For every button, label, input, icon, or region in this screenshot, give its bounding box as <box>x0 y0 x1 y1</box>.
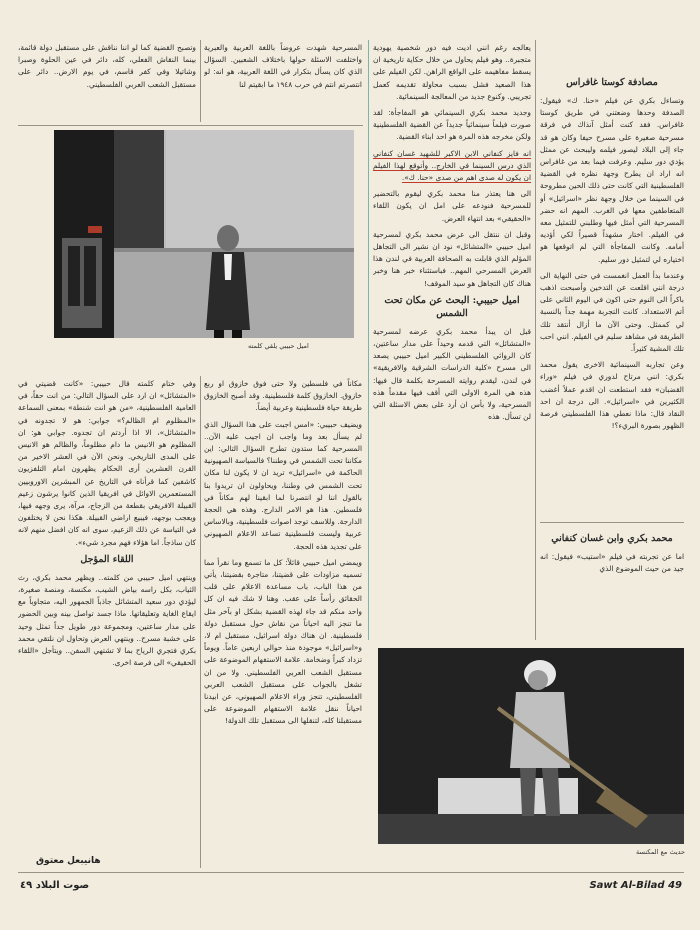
paragraph: المسرحية شهدت عروضاً باللغة العربية والعبرية واختلفت الاسئلة حولها باختلاف الشعبين. السؤال الذي كان يسأل بتكرار في اللغة العربية، هو انه: لو انتصرتم انتم في حرب ١٩٤٨ ما ابقيتم لنا <box>204 43 362 89</box>
underlined-text: انه فايز كنفاني الابن الاكبر للشهيد غسان كنفاني الذي درس السينما في الخارج.. وأتوقع لهذا الفيلم ان يكون له صدى اهم من صدى «حنا. ك». <box>373 148 531 183</box>
photo-illustration <box>54 130 354 338</box>
paragraph: ويضيف حبيبي: «امس اجبت على هذا السؤال الذي لم يسأل بعد وما واجب ان اجيب عليه الآن.. المسرحية كما ستدون تطرح السؤال التالي: اين مكاننا تحت الشمس في وطننا؟ فالسياسة الصهيونية الحاكمة في «اسرائيل» تريد ان لا يكون لنا مكان تحت الشمس في وطننا، ويحاولون ان تريدوا بنا بالقول اننا لو انتصرنا لما ابقينا لهم مكاناً في فلسطين. هذا هو الامر الدارج. وهذه هي الحجة الدارجة. وللاسف توجد اصوات فلسطينية، وبالاساس عربية وليست فلسطينية تساعد الاعلام الصهيوني على تجديد هذه الحجة. <box>204 419 362 551</box>
column-divider <box>200 40 201 122</box>
section-divider <box>540 522 684 523</box>
paragraph: الى هنا يعتذر منا محمد بكري ليقوم بالتحضير للمسرحية فنودعه على امل ان يكون اللقاء «الحقيقي» بعد انتهاء العرض. <box>373 189 531 223</box>
author-name: هانيبعل معتوق <box>36 856 101 866</box>
paragraph: وعندما بدأ العمل انغمست في حتى النهاية الى درجة انني اقلعت عن التدخين وأصبحت اذهب باكراً الى النوم حتى اكون في اليوم الثاني على أتم الاستعداد. كانت التجربة مهمة جداً بالنسبة لي كممثل. وحتى الآن ما أزال أنتقد تلك الطريقة في مشاهد سليم في الفيلم. انني احب تلك المشية كثيراً. <box>540 270 684 354</box>
photo-broom-scene <box>378 648 684 844</box>
paragraph: قبل ان يبدأ محمد بكري عرضه لمسرحية «المتشائل» التي قدمه وحيداً على مدار ساعتين، كان الروائي الفلسطيني الكبير اميل حبيبي يصعد الى مسرح «كلية الدراسات الشرقية والافريقية» في لندن، ليقدم روايته المسرحة بكلمة قال فيها: هذه هي المرة الاولى التي أقف فيها مقدماً هذه المسرحية، ولا بأس ان أرد على بعض الاسئلة التي لن تسأل. هذه <box>373 326 531 422</box>
section-divider <box>18 125 363 126</box>
paragraph: وقبل ان ننتقل الى عرض محمد بكري لمسرحية اميل حبيبي «المتشائل» نود ان نشير الى التجاهل المؤلم الذي قابلت به الصحافة العربية في لندن هذا العرض المسرحي المهم.. فباستثناء خبر هنا وخبر هناك كان التجاهل هو سيد الموقف! <box>373 229 531 288</box>
page-footer-arabic: صوت البلاد ٤٩ <box>20 880 90 891</box>
section-heading-postponed-meeting: اللقاء المؤجل <box>80 553 134 565</box>
column-divider <box>368 40 369 640</box>
paragraph: يعالجه رغم انني اديت فيه دور شخصية يهودية متجبرة.. وهو فيلم يحاول من خلال حكاية تاريخية ان يسقط مفاهيمه على الواقع الراهن. لكن الفيلم على هذا الصعيد فشل بسبب محاولة تقديمه كعمل تجريبي. وكنوع جديد من المعالجة السينمائية. <box>373 43 531 101</box>
caption-bottom-photo: حديث مع المكنسة <box>636 848 686 856</box>
column-4-upper <box>18 42 196 120</box>
page-footer-latin: Sawt Al-Bilad 49 <box>589 880 682 891</box>
paragraph: وفي ختام كلمته قال حبيبي: «كانت قضيتي في «المتشائل» ان ارد على السؤال التالي: من انت حقاً، في العامية الفلسطينية، «من هو انت شنطة» بمعنى السماعة «المظلوم ام الظالم؟» جوابي: هو لا تجدونه في «المتشائل»، الا اذا أردتم ان تجدوه. جوابي هو: ان المظلوم هو الانيس ما دام مظلوماً، والظالم هو الانيس على المدى التاريخي. ونحن الآن في العشر الاخير من القرن العشرين أرى الحكام يظهرون امام التلفزيون كاشفين كما قرأناه في التاريخ عن المبشرين الاوروبيين المستعمرين الاوائل في افريقيا الذين كانوا يرشون زعيم القبيلة الافريقي بقطعة من الزجاج، مرآة، يرى وجهه فيها، ويعجب بوجهه، فيبيع اراضي القبيلة. هكذا نحن لا يختلفون في التياسة عن ذلك الزعيم، سوى انه كان افضل منهم لانه كان ساذجاً. اما هؤلاء فهم مجرد شيء». <box>18 379 196 547</box>
column-divider <box>535 40 536 640</box>
column-4-lower <box>18 378 196 850</box>
paragraph: وتصبح القضية كما لو اننا نناقش على مستقبل دولة قائمة، بينما النقاش الفعلي، كله، دائر في عين الحلوة وصبرا وشاتيلا وفي كفر قاسم، في يوم الارض.. دائر على مستقبل الشعب العربي الفلسطيني. <box>18 43 196 89</box>
underlined-quote <box>373 148 531 185</box>
paragraph: ويمضي اميل حبيبي قائلاً: كل ما تسمع وما نقرأ مما تسميه مزاودات على قضيتنا، متاجرة بقضيتنا، يأتي من هذا الباب، باب مساعدة الاعلام على قلب الحقائق رأساً على عقب. وهنا لا شك فيه ان كل واحد منكم قد جاء لهذه القضية بشكل او بآخر مثل ما تنجز اليه احياناً من نقاش حول مستقبل دولة فلسطينية. ان هناك دولة اسرائيل، مستقبل ام لا، و«اسرائيل» موجودة منذ حوالي اربعين عاماً. ويوماً تزداد كبراً وضخامة. علامة الاستفهام الموضوعة على مستقبل الشعب العربي الفلسطيني. ولا من ان تشغل بالجواب على مستقبل الشعب العربي الفلسطيني، تنجز وراء الاعلام الصهيوني، عن ابيدنا احياناً ننقل علامة الاستفهام الموضوعة على مستقبلنا كله، لتنقلها الى مستقبل تلك الدولة! <box>204 557 362 726</box>
column-3-upper <box>204 42 362 120</box>
paragraph: وجديد محمد بكري السينمائي هو المفاجأة: لقد صورت فيلماً سينمائياً جديداً عن القضية الفلسطينية ولكن مخرجه هذه المرة هو احد ابناء القضية. <box>373 108 531 142</box>
column-2 <box>373 42 531 642</box>
paragraph: اما عن تجربته في فيلم «استيب» فيقول: انه جيد من حيث الموضوع الذي <box>540 552 684 574</box>
paragraph: وعن تجاربه السينمائية الاخرى يقول محمد بكري: انني مرتاح لدوري في فيلم «وراء القضبان» فقد استطعت ان اقدم عملاً أغضب الكثيرين في «اسرائيل». الى درجة ان احد النقاد قال: ماذا نعطي هذا الفلسطيني فرصة الظهور بصورة البريء؟! <box>540 360 684 431</box>
section-heading-costa-gavras: مصادفة كوستا غافراس <box>566 77 658 88</box>
column-divider <box>200 376 201 868</box>
paragraph: وينتهي اميل حبيبي من كلمته.. ويظهر محمد بكري، رث الثياب، بكل راسه بياض الشيب، مكنسة، ومنصة صغيرة، ليؤدي دور سعيد المتشائل جاذباً الجمهور اليه، متجاوباً مع ايقاع الغاية وتعليقاتها. ماذا جسد تواصل بينه وبين الحضور على مدار ساعتين، ومجموعة دور طويل جداً تمثل وحيد على خشبة مسرح.. وينتهي العرض وتحاول ان نلتقي محمد بكري فتجري الرياح بما لا تشتهي السفن.. ويتأجل «اللقاء الحقيقي» الى فرصة اخرى. <box>18 572 196 668</box>
footer-rule <box>18 872 684 873</box>
photo-emile-habibi <box>54 130 354 338</box>
column-1-lower <box>540 528 684 628</box>
section-heading-bakri-kanafani: محمد بكري وابن غسان كنفاني <box>551 533 673 544</box>
column-3-lower <box>204 378 362 868</box>
paragraph: مكاناً في فلسطين ولا حتى فوق خازوق او ربع خازوق. الخازوق كلمة فلسطينية. وقد أصبح الخازوق طريقة حياة فلسطينية وعربية أيضاً. <box>204 379 362 413</box>
caption-top-photo: اميل حبيبي يلقي كلمته <box>248 342 309 350</box>
photo-illustration-broom <box>378 648 684 844</box>
paragraph: وتساءل بكري عن فيلم «حنا. ك» فيقول: الصدفة وحدها وضعتني في طريق كوستا غافراس. فقد كنت أمثل آنذاك في فرقة مسرحية صغيرة على مسرح حيفا وكان هو قد جاء إلى البلاد ليصور فيلمه وليبحث عن ممثل يؤدي دور سليم. وعرفت فيما بعد من غافراس انه اراد ان يطرح وجهة نظره في القضية الفلسطينية التي كانت حتى ذلك الحين مطروحة في السينما من خلال وجهة نظر «اسرائيل» أو المتعاطفين معها في الغرب. المهم انه حضر المسرحية التي أمثل فيها وطلبني للتمثيل معه في الفيلم. اختار مشهداً قصيراً لكي أؤديه أمامه. وكانت المفاجأة التي لم اتوقعها هو اختياره لي لتمثيل دور سليم. <box>540 96 684 264</box>
section-heading-emile-habibi: اميل حبيبي: البحث عن مكان تحت الشمس <box>384 294 520 319</box>
